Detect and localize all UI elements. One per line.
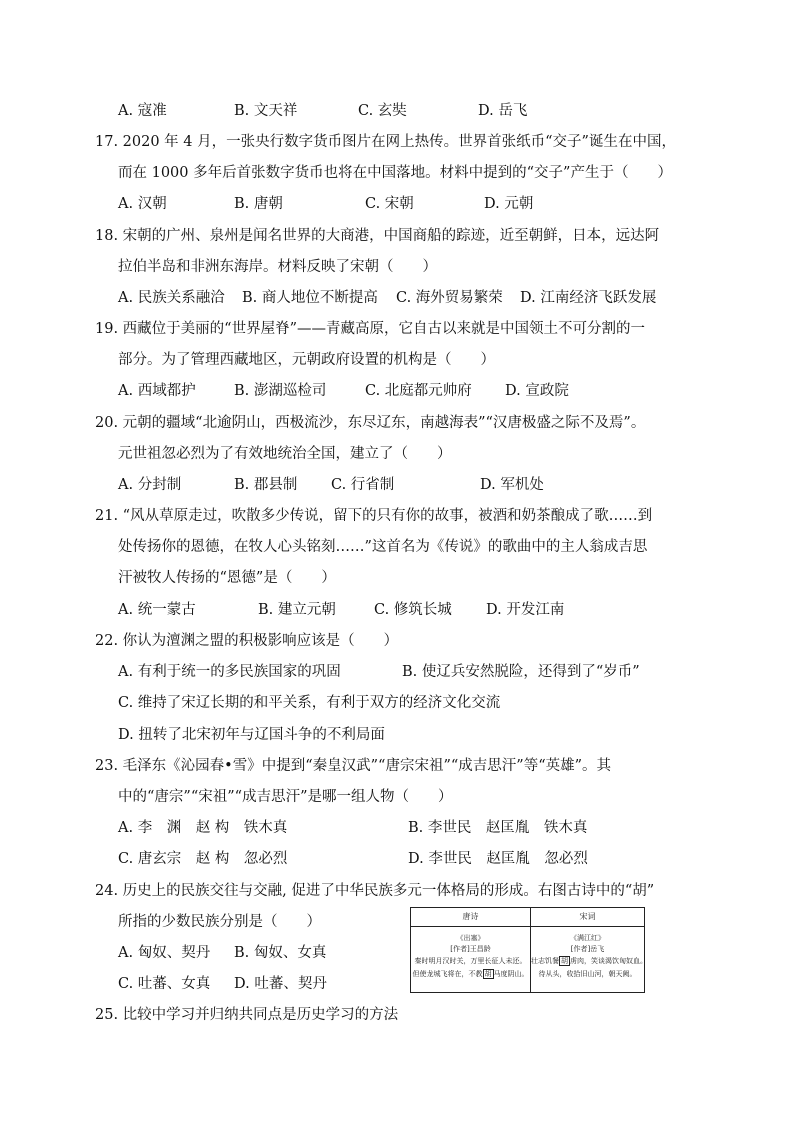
q24-option-a: A. 匈奴、契丹 [118, 945, 211, 961]
q21-stem-line1: 21. “风从草原走过，吹散多少传说，留下的只有你的故事，被酒和奶茶酿成了歌……到 [95, 508, 653, 524]
q22-option-d: D. 扭转了北宋初年与辽国斗争的不利局面 [118, 727, 385, 743]
q17-option-d: D. 元朝 [484, 196, 534, 212]
q21-option-b: B. 建立元朝 [258, 602, 336, 618]
tang-poem-header: 唐诗 [411, 908, 530, 927]
tang-poem-verse2-post: 马度阴山。 [493, 970, 529, 978]
q23-option-c: C. 唐玄宗 赵 构 忽必烈 [118, 851, 288, 867]
q18-stem-line2: 拉伯半岛和非洲东海岸。材料反映了宋朝（ ） [118, 259, 437, 275]
tang-poem-verse2 [411, 968, 530, 981]
q18-option-b: B. 商人地位不断提高 [242, 290, 378, 306]
q17-option-c: C. 宋朝 [365, 196, 414, 212]
q18-option-c: C. 海外贸易繁荣 [396, 290, 503, 306]
q16-option-b: B. 文天祥 [234, 103, 298, 119]
song-ci-verse1-pre: 壮志饥餐 [531, 957, 559, 965]
q20-stem-line1: 20. 元朝的疆域“北逾阴山，西极流沙，东尽辽东，南越海表”“汉唐极盛之际不及焉”。 [95, 415, 646, 431]
q20-option-a: A. 分封制 [118, 477, 182, 493]
q16-option-d: D. 岳飞 [478, 103, 528, 119]
q18-option-d: D. 江南经济飞跃发展 [520, 290, 657, 306]
q19-stem-line1: 19. 西藏位于美丽的“世界屋脊”——青藏高原，它自古以来就是中国领土不可分割的一 [95, 321, 645, 337]
tang-poem-verse2-pre: 但使龙城飞将在，不教 [412, 970, 483, 978]
q22-option-c: C. 维持了宋辽长期的和平关系，有利于双方的经济文化交流 [118, 695, 501, 711]
q24-option-b: B. 匈奴、女真 [234, 945, 327, 961]
q18-option-a: A. 民族关系融洽 [118, 290, 225, 306]
q23-stem-line1: 23. 毛泽东《沁园春•雪》中提到“秦皇汉武”“唐宗宋祖”“成吉思汗”等“英雄”。其 [95, 758, 612, 774]
q24-option-c: C. 吐蕃、女真 [118, 976, 211, 992]
q22-option-a: A. 有利于统一的多民族国家的巩固 [118, 664, 341, 680]
q20-option-d: D. 军机处 [480, 477, 544, 493]
q17-option-a: A. 汉朝 [118, 196, 167, 212]
q18-stem-line1: 18. 宋朝的广州、泉州是闻名世界的大商港，中国商船的踪迹，近至朝鲜，日本，远达阿 [95, 228, 660, 244]
q24-option-d: D. 吐蕃、契丹 [234, 976, 327, 992]
q17-stem-line1: 17. 2020 年 4 月，一张央行数字货币图片在网上热传。世界首张纸币“交子”诞生在中国， [95, 134, 676, 150]
q20-option-c: C. 行省制 [331, 477, 395, 493]
tang-poem-verse1: 秦时明月汉时关，万里长征人未还。 [414, 957, 527, 965]
q21-stem-line3: 汗被牧人传扬的“恩德”是（ ） [118, 570, 336, 586]
song-ci-author: [作者]岳飞 [570, 945, 605, 953]
q17-stem-line2: 而在 1000 多年后首张数字货币也将在中国落地。材料中提到的“交子”产生于（ ） [118, 165, 672, 181]
q25-stem-line1: 25. 比较中学习并归纳共同点是历史学习的方法 [95, 1007, 399, 1023]
q19-option-a: A. 西域都护 [118, 383, 196, 399]
tang-poem-boxed-char: 胡 [484, 970, 492, 978]
q19-option-b: B. 澎湖巡检司 [234, 383, 327, 399]
song-ci-title: 《满江红》 [570, 934, 605, 942]
q19-option-d: D. 宣政院 [505, 383, 569, 399]
song-ci-column [531, 908, 647, 992]
q16-option-c: C. 玄奘 [358, 103, 407, 119]
q19-option-c: C. 北庭都元帅府 [365, 383, 472, 399]
song-ci-verse2: 待从头，收拾旧山河，朝天阙。 [538, 970, 637, 978]
q17-option-b: B. 唐朝 [234, 196, 283, 212]
song-ci-verse1-post: 虏肉，笑谈渴饮匈奴血。 [570, 957, 647, 965]
q20-stem-line2: 元世祖忽必烈为了有效地统治全国，建立了（ ） [118, 446, 452, 462]
song-ci-boxed-char: 胡 [561, 957, 568, 965]
q21-option-a: A. 统一蒙古 [118, 602, 196, 618]
q22-stem-line1: 22. 你认为澶渊之盟的积极影响应该是（ ） [95, 633, 399, 649]
tang-poem-author: [作者]王昌龄 [450, 945, 491, 953]
q22-option-b: B. 使辽兵安然脱险，还得到了“岁币” [402, 664, 640, 680]
tang-poem-title: 《出塞》 [456, 934, 485, 942]
q23-stem-line2: 中的“唐宗”“宋祖”“成吉思汗”是哪一组人物（ ） [118, 789, 453, 805]
q20-option-b: B. 郡县制 [234, 477, 298, 493]
q24-stem-line1: 24. 历史上的民族交往与交融, 促进了中华民族多元一体格局的形成。右图古诗中的“胡” [95, 883, 655, 899]
q23-option-a: A. 李 渊 赵 构 铁木真 [118, 820, 288, 836]
poem-comparison-table [410, 907, 645, 993]
q16-option-a: A. 寇准 [118, 103, 167, 119]
q21-option-d: D. 开发江南 [486, 602, 565, 618]
song-ci-verse1 [531, 955, 647, 968]
q21-stem-line2: 处传扬你的恩德，在牧人心头铭刻……”这首名为《传说》的歌曲中的主人翁成吉思 [118, 539, 648, 555]
q23-option-d: D. 李世民 赵匡胤 忽必烈 [408, 851, 588, 867]
tang-poem-column [411, 908, 531, 992]
q19-stem-line2: 部分。为了管理西藏地区，元朝政府设置的机构是（ ） [118, 352, 495, 368]
song-ci-header: 宋词 [531, 908, 644, 927]
q24-stem-line2: 所指的少数民族分别是（ ） [118, 914, 321, 930]
q21-option-c: C. 修筑长城 [374, 602, 452, 618]
q23-option-b: B. 李世民 赵匡胤 铁木真 [408, 820, 588, 836]
